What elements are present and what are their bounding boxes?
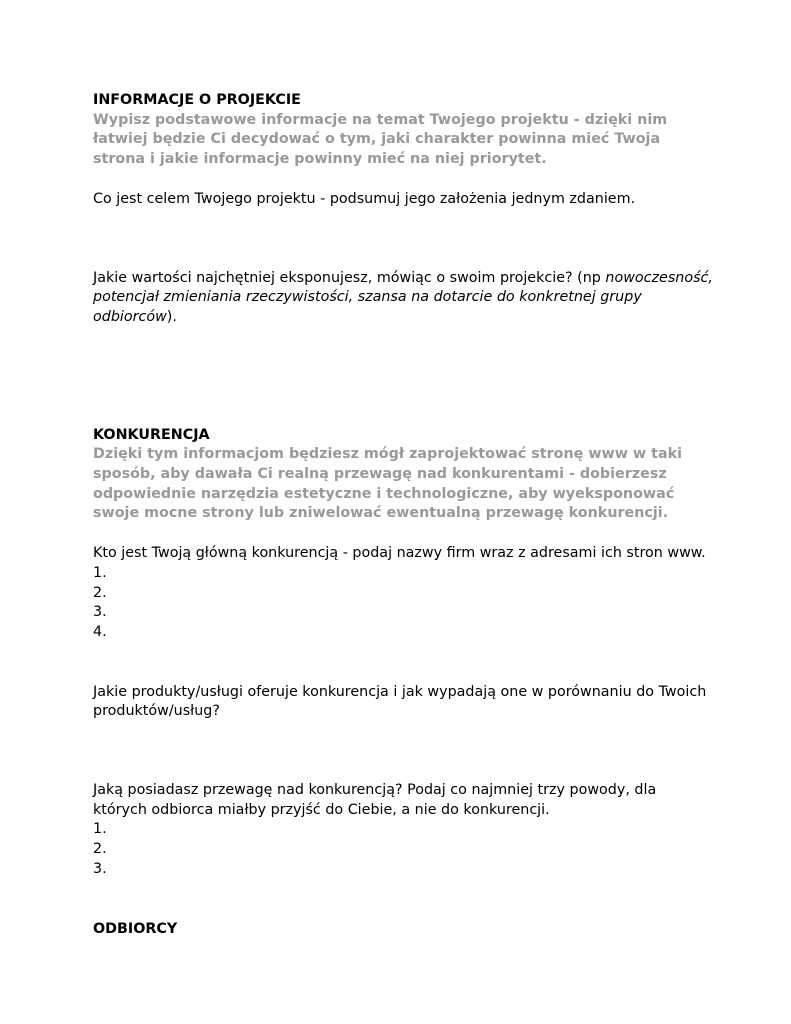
list-item: 3. [93,604,107,621]
question-project-values-examples: nowoczesność, potencjał zmieniania rzeczywistości, szansa na dotarcie do konkretnej grupy odbiorców [93,269,713,325]
list-item: 2. [93,841,107,858]
question-advantage: Jaką posiadasz przewagę nad konkurencją? Podaj co najmniej trzy powody, dla których odbiorca miałby przyjść do Ciebie, a nie do konkurencji. [93,782,657,818]
list-item: 3. [93,860,107,877]
section-heading-competition: KONKURENCJA [93,426,210,443]
section-heading-audience: ODBIORCY [93,920,178,937]
section-lead-project: Wypisz podstawowe informacje na temat Twojego projektu - dzięki nim łatwiej będzie Ci decydować o tym, jaki charakter powinna mieć Twoja strona i jakie informacje powinny mieć na niej priorytet. [93,111,668,168]
question-project-goal: Co jest celem Twojego projektu - podsumuj jego założenia jednym zdaniem. [93,190,636,207]
list-item: 2. [93,584,107,601]
question-competitor-products: Jakie produkty/usługi oferuje konkurencja i jak wypadają one w porównaniu do Twoich produktów/usług? [93,683,707,720]
question-competitors: Kto jest Twoją główną konkurencją - podaj nazwy firm wraz z adresami ich stron www. [93,545,706,562]
document-page [93,91,713,939]
question-project-values [93,269,713,328]
list-item: 1. [93,564,107,581]
section-lead-competition: Dzięki tym informacjom będziesz mógł zaprojektować stronę www w taki sposób, aby dawała Ci realną przewagę nad konkurentami - dobierzesz odpowiednie narzędzia estetyczne i technologiczne, aby wyeksponować swoje mocne strony lub zniwelować ewentualną przewagę konkurencji. [93,446,683,522]
question-project-values-start: Jakie wartości najchętniej eksponujesz, mówiąc o swoim projekcie? (np [93,269,606,286]
advantage-list [93,820,713,879]
list-item: 1. [93,821,107,838]
question-project-values-end: ). [166,308,177,325]
section-heading-project: INFORMACJE O PROJEKCIE [93,92,301,108]
list-item: 4. [93,623,107,640]
competitors-list [93,564,713,643]
